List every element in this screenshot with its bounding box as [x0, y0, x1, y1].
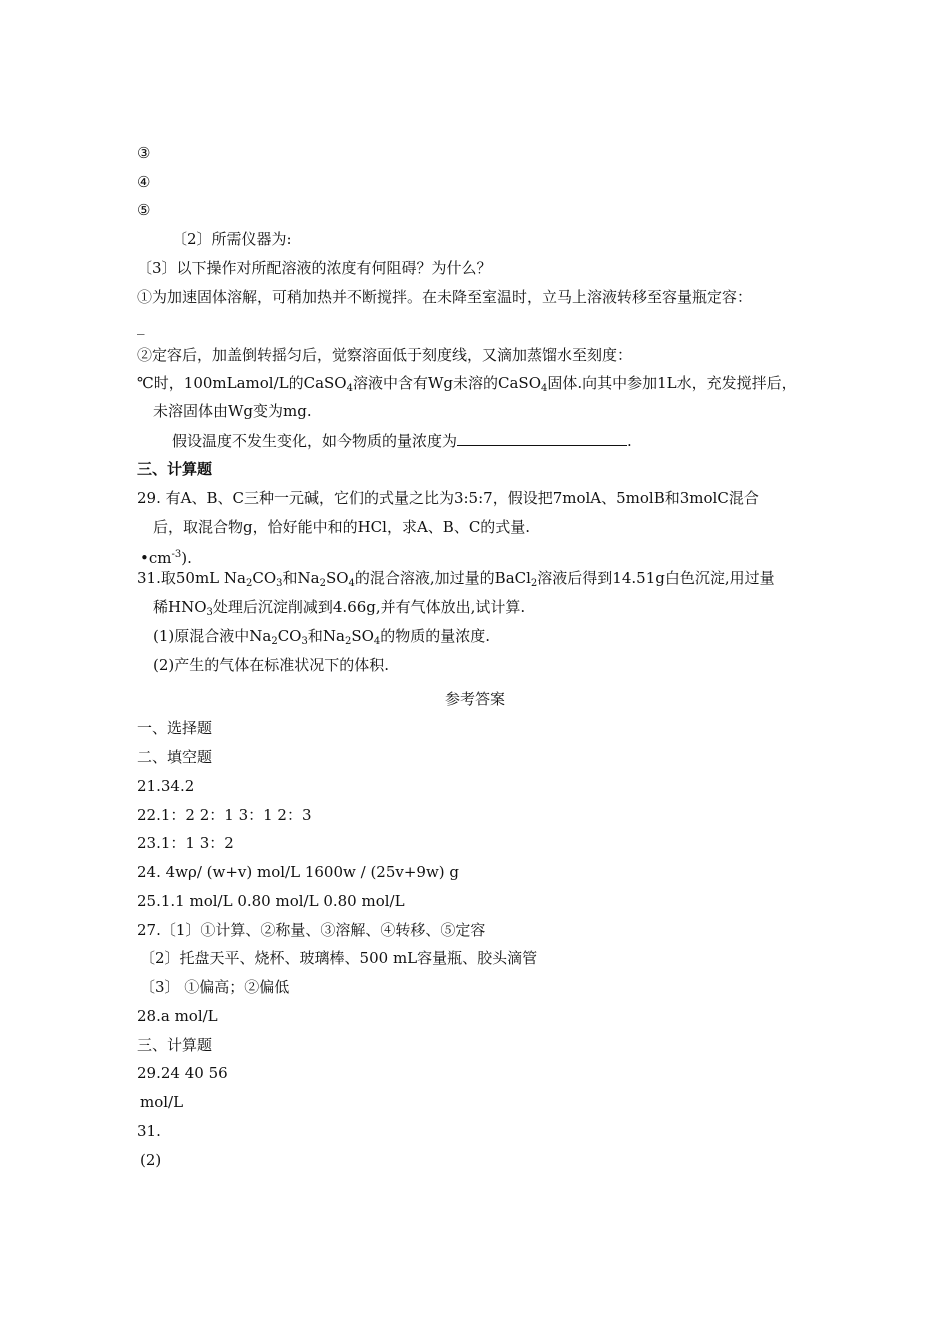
- q27-part3-item2: ②定容后，加盖倒转摇匀后，觉察溶面低于刻度线，又滴加蒸馏水至刻度：: [137, 346, 633, 364]
- q31-line3: (1)原混合液中$Na_2CO_3$和$Na_2SO_4$的物质的量浓度.: [153, 627, 491, 647]
- step-3-marker: ③: [137, 144, 151, 162]
- answer-line: 一、选择题: [137, 719, 213, 737]
- step-5-marker: ⑤: [137, 201, 151, 219]
- answer-line: 〔2〕托盘天平、烧杯、玻璃棒、500 mL容量瓶、胶头滴管: [140, 949, 538, 967]
- answer-line: 21.34.2: [137, 777, 195, 795]
- step-4-marker: ④: [137, 173, 151, 191]
- answer-line: 28.a mol/L: [137, 1007, 218, 1025]
- answer-line: 27.〔1〕①计算、②称量、③溶解、④转移、⑤定容: [137, 921, 486, 939]
- answer-line: mol/L: [140, 1093, 184, 1111]
- q27-part3-prompt: 〔3〕以下操作对所配溶液的浓度有何阻碍？为什么？: [137, 259, 492, 277]
- section-3-title: 三、计算题: [137, 460, 213, 478]
- answer-line: 22.1：2 2：1 3：1 2：3: [137, 806, 312, 824]
- answer-line: 三、计算题: [137, 1036, 213, 1054]
- q28-line2: 未溶固体由Wg变为mg.: [153, 402, 312, 420]
- q27-part3-item1: ①为加速固体溶解，可稍加热并不断搅拌。在未降至室温时，立马上溶液转移至容量瓶定容：: [137, 288, 753, 306]
- answer-line: 〔3〕 ①偏高；②偏低: [140, 978, 290, 996]
- answer-line: 31.: [137, 1122, 161, 1140]
- answer-blank: [457, 430, 627, 446]
- q29-line2: 后，取混合物g，恰好能中和的HCl，求A、B、C的式量.: [153, 518, 531, 536]
- answer-line: 25.1.1 mol/L 0.80 mol/L 0.80 mol/L: [137, 892, 405, 910]
- answer-line: 29.24 40 56: [137, 1064, 228, 1082]
- q31-line4: (2)产生的气体在标准状况下的体积.: [153, 656, 390, 674]
- q28-line3: 假设温度不发生变化，如今物质的量浓度为 .: [172, 432, 632, 450]
- q28-line1: ℃时，100mLamol/L的CaSO$_4$溶液中含有Wg未溶的CaSO$_4$固体.向其中参加1L水，充发搅拌后，: [137, 374, 797, 394]
- answer-line: 23.1：1 3：2: [137, 834, 234, 852]
- q29-line1: 29. 有A、B、C三种一元碱，它们的式量之比为3:5:7，假设把7molA、5molB和3molC混合: [137, 489, 759, 507]
- answer-line: (2): [140, 1151, 162, 1169]
- answers-title: 参考答案: [444, 690, 505, 708]
- answer-line: 24. 4wρ/ (w+v) mol/L 1600w / (25v+9w) g: [137, 863, 460, 881]
- q27-part2-prompt: 〔2〕所需仪器为:: [172, 230, 292, 248]
- q27-part3-item1-blank: _: [137, 317, 145, 335]
- q31-line1: 31.取50mL $Na_2CO_3$和$Na_2SO_4$的混合溶液,加过量的BaCl$_2$溶液后得到14.51g白色沉淀,用过量: [137, 569, 775, 589]
- q31-line2: 稀$HNO_3$处理后沉淀削减到4.66g,并有气体放出,试计算.: [153, 598, 526, 618]
- q30-fragment: $•cm^{-3}$).: [140, 549, 192, 567]
- answer-line: 二、填空题: [137, 748, 213, 766]
